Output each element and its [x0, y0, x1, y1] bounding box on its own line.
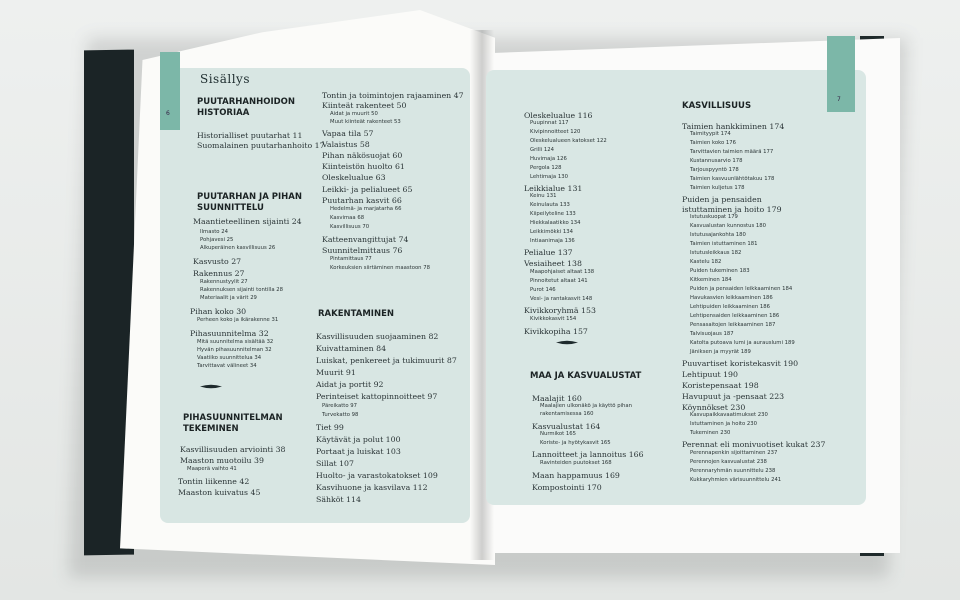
toc-subentry: Intiaanimaja 136 — [530, 238, 575, 244]
toc-subentry: Kukkaryhmien värisuunnittelu 241 — [690, 477, 782, 483]
toc-subentry: Kasvupaikkavaatimukset 230 — [690, 412, 768, 418]
toc-subentry: Tarvittavat välineet 34 — [197, 363, 257, 369]
toc-entry: Havupuut ja -pensaat 223 — [682, 392, 785, 401]
toc-subentry: Kasvillisuus 70 — [330, 224, 370, 230]
toc-entry: Kuivattaminen 84 — [316, 344, 387, 353]
toc-section-heading: SUUNNITTELU — [197, 203, 264, 213]
toc-subentry: Pohjavesi 25 — [200, 237, 234, 243]
toc-subentry: Istutuskuopat 179 — [690, 214, 738, 220]
toc-subentry: Istutusleikkaus 182 — [690, 250, 742, 256]
toc-entry: Vapaa tila 57 — [322, 129, 374, 138]
toc-subentry: Taimien kasvuunlähtötakuu 178 — [690, 176, 775, 182]
toc-entry: Pihan koko 30 — [190, 307, 247, 316]
toc-subentry: Puiden ja pensaiden leikkaaminen 184 — [690, 286, 793, 292]
right-page-tab — [827, 36, 855, 112]
toc-subentry: Rakennuksen sijainti tontilla 28 — [200, 287, 283, 293]
toc-subentry: Keinu 131 — [530, 193, 557, 199]
toc-entry: Taimien hankkiminen 174 — [682, 122, 785, 131]
toc-entry: Leikki- ja pelialueet 65 — [322, 185, 413, 194]
toc-subentry: Kiipeilyteline 133 — [530, 211, 576, 217]
toc-section-heading: PUUTARHANHOIDON — [197, 97, 295, 107]
toc-subentry: rakentamisessa 160 — [540, 411, 594, 417]
toc-subentry: Maaperä vaihto 41 — [187, 466, 237, 472]
toc-subentry: Maapohjaiset altaat 138 — [530, 269, 595, 275]
toc-entry: Kasvualustat 164 — [532, 422, 601, 431]
toc-subentry: Puiden tukeminen 183 — [690, 268, 750, 274]
toc-entry: Käytävät ja polut 100 — [316, 435, 401, 444]
toc-entry: Huolto- ja varastokatokset 109 — [316, 471, 438, 480]
toc-entry: Rakennus 27 — [193, 269, 245, 278]
toc-subentry: Havukasvien leikkaaminen 186 — [690, 295, 773, 301]
toc-entry: Kompostointi 170 — [532, 483, 602, 492]
toc-entry: Sähköt 114 — [316, 495, 361, 504]
right-page-number: 7 — [837, 96, 841, 103]
toc-entry: Perinteiset kattopinnoitteet 97 — [316, 392, 438, 401]
toc-entry: Pihasuunnitelma 32 — [190, 329, 269, 338]
toc-subentry: Lehtimaja 130 — [530, 174, 568, 180]
toc-subentry: Vaatiiko suunnittelua 34 — [197, 355, 262, 361]
toc-entry: Aidat ja portit 92 — [316, 380, 384, 389]
toc-subentry: Perennapenkin sijoittaminen 237 — [690, 450, 778, 456]
toc-section-heading: PUUTARHAN JA PIHAN — [197, 192, 302, 202]
toc-subentry: Purot 146 — [530, 287, 556, 293]
toc-subentry: Hiekkalaatikko 134 — [530, 220, 581, 226]
toc-subentry: Vesi- ja rantakasvit 148 — [530, 296, 593, 302]
toc-entry: Muurit 91 — [316, 368, 356, 377]
toc-subentry: Kivipinnoitteet 120 — [530, 129, 581, 135]
toc-section-heading: RAKENTAMINEN — [318, 309, 395, 319]
toc-subentry: Maalajien ulkonäkö ja käyttö pihan — [540, 403, 633, 409]
toc-subentry: Istutusajankohta 180 — [690, 232, 746, 238]
toc-entry: Maantieteellinen sijainti 24 — [193, 217, 302, 226]
toc-entry: Kiinteät rakenteet 50 — [322, 101, 407, 110]
toc-entry: Maalajit 160 — [532, 394, 582, 403]
toc-subentry: Kastelu 182 — [690, 259, 722, 265]
toc-subentry: Lehtipensaiden leikkaaminen 186 — [690, 313, 780, 319]
toc-entry: Valaistus 58 — [322, 140, 370, 149]
toc-subentry: Päreikatto 97 — [322, 403, 358, 409]
toc-entry: Katteenvangittujat 74 — [322, 235, 409, 244]
toc-section-heading: HISTORIAA — [197, 108, 250, 118]
toc-subentry: Hedelmä- ja marjatarha 66 — [330, 206, 402, 212]
toc-subentry: Kustannusarvio 178 — [690, 158, 743, 164]
toc-entry: Portaat ja luiskat 103 — [316, 447, 401, 456]
toc-entry: Köynnökset 230 — [682, 403, 746, 412]
toc-subentry: Tukeminen 230 — [690, 430, 731, 436]
toc-entry: Kasvusto 27 — [193, 257, 242, 266]
toc-section-heading: PIHASUUNNITELMAN — [183, 413, 283, 423]
toc-subentry: Rakennustyylit 27 — [200, 279, 248, 285]
toc-entry: Kasvillisuuden arviointi 38 — [180, 445, 286, 454]
toc-subentry: Turvekatto 98 — [322, 412, 359, 418]
toc-subentry: Oleskelualueen katokset 122 — [530, 138, 607, 144]
toc-subentry: Katolta putoava lumi ja aurauslumi 189 — [690, 340, 795, 346]
left-page-tab — [160, 52, 180, 130]
toc-subentry: Huvimaja 126 — [530, 156, 567, 162]
toc-entry: Suomalainen puutarhanhoito 17 — [197, 141, 325, 150]
toc-subentry: Kivikkokasvit 154 — [530, 316, 577, 322]
toc-entry: Lehtipuut 190 — [682, 370, 738, 379]
toc-section-heading: KASVILLISUUS — [682, 101, 752, 111]
toc-entry: Koristepensaat 198 — [682, 381, 759, 390]
left-page-number: 6 — [166, 110, 170, 117]
toc-subentry: Nurmikot 165 — [540, 431, 577, 437]
toc-entry: Tiet 99 — [316, 423, 344, 432]
toc-entry: Lannoitteet ja lannoitus 166 — [532, 450, 644, 459]
toc-subentry: Tarjouspyyntö 178 — [690, 167, 739, 173]
toc-subentry: Pergola 128 — [530, 165, 562, 171]
toc-subentry: Taimien koko 176 — [690, 140, 737, 146]
toc-entry: Kivikkopiha 157 — [524, 327, 588, 336]
toc-entry: Historialliset puutarhat 11 — [197, 131, 303, 140]
toc-entry: Puutarhan kasvit 66 — [322, 196, 402, 205]
toc-entry: Puuvartiset koristekasvit 190 — [682, 359, 799, 368]
toc-subentry: Pintamittaus 77 — [330, 256, 372, 262]
toc-entry: Tontin ja toimintojen rajaaminen 47 — [322, 91, 464, 100]
ornament-icon — [556, 340, 578, 345]
toc-entry: Pelialue 137 — [524, 248, 573, 257]
toc-subentry: Tarvittavien taimien määrä 177 — [690, 149, 774, 155]
toc-entry: istuttaminen ja hoito 179 — [682, 205, 782, 214]
toc-entry: Tontin liikenne 42 — [178, 477, 250, 486]
toc-subentry: Koriste- ja hyötykasvit 165 — [540, 440, 611, 446]
toc-subentry: Ilmasto 24 — [200, 229, 228, 235]
toc-entry: Leikkialue 131 — [524, 184, 583, 193]
toc-subentry: Lehtipuiden leikkaaminen 186 — [690, 304, 771, 310]
toc-subentry: Leikkimökki 134 — [530, 229, 573, 235]
toc-section-heading: MAA JA KASVUALUSTAT — [530, 371, 642, 381]
toc-subentry: Perennaryhmän suunnittelu 238 — [690, 468, 776, 474]
toc-subentry: Ravinteiden puutokset 168 — [540, 460, 612, 466]
toc-entry: Pihan näkösuojat 60 — [322, 151, 403, 160]
toc-subentry: Korkeuksien siirtäminen maastoon 78 — [330, 265, 430, 271]
toc-subentry: Muut kiinteät rakenteet 53 — [330, 119, 401, 125]
toc-subentry: Talvisuojaus 187 — [690, 331, 734, 337]
toc-subentry: Kasvualustan kunnostus 180 — [690, 223, 767, 229]
toc-entry: Kivikkoryhmä 153 — [524, 306, 596, 315]
toc-subentry: Taimien istuttaminen 181 — [690, 241, 758, 247]
toc-subentry: Mitä suunnitelma sisältää 32 — [197, 339, 274, 345]
toc-entry: Luiskat, penkereet ja tukimuurit 87 — [316, 356, 457, 365]
toc-subentry: Puupinnat 117 — [530, 120, 569, 126]
toc-subentry: Hyvän pihasuunnitelman 32 — [197, 347, 272, 353]
toc-entry: Maaston muotoilu 39 — [180, 456, 264, 465]
toc-entry: Oleskelualue 116 — [524, 111, 593, 120]
toc-subentry: Taimien kuljetus 178 — [690, 185, 745, 191]
toc-entry: Maan happamuus 169 — [532, 471, 620, 480]
toc-entry: Maaston kuivatus 45 — [178, 488, 261, 497]
toc-subentry: Taimityypit 174 — [690, 131, 731, 137]
toc-subentry: Pinnoitetut altaat 141 — [530, 278, 588, 284]
toc-subentry: Keinulauta 133 — [530, 202, 570, 208]
toc-subentry: Kitkeminen 184 — [690, 277, 732, 283]
toc-entry: Sillat 107 — [316, 459, 354, 468]
toc-entry: Perennat eli monivuotiset kukat 237 — [682, 440, 826, 449]
toc-subentry: Aidat ja muurit 50 — [330, 111, 378, 117]
toc-entry: Suunnitelmittaus 76 — [322, 246, 403, 255]
toc-entry: Kiinteistön huolto 61 — [322, 162, 405, 171]
toc-entry: Vesiaiheet 138 — [524, 259, 582, 268]
toc-subentry: Perheen koko ja ikärakenne 31 — [197, 317, 279, 323]
toc-subentry: Jäniksen ja myyrät 189 — [690, 349, 751, 355]
toc-subentry: Grilli 124 — [530, 147, 554, 153]
ornament-icon — [200, 384, 222, 389]
toc-subentry: Kasvimaa 68 — [330, 215, 365, 221]
toc-subentry: Materiaalit ja värit 29 — [200, 295, 257, 301]
toc-subentry: Istuttaminen ja hoito 230 — [690, 421, 758, 427]
toc-entry: Oleskelualue 63 — [322, 173, 386, 182]
toc-entry: Puiden ja pensaiden — [682, 195, 762, 204]
toc-entry: Kasvihuone ja kasvilava 112 — [316, 483, 428, 492]
toc-heading: Sisällys — [200, 72, 250, 86]
toc-subentry: Alkuperäinen kasvillisuus 26 — [200, 245, 276, 251]
toc-entry: Kasvillisuuden suojaaminen 82 — [316, 332, 439, 341]
toc-subentry: Perennojen kasvualustat 238 — [690, 459, 767, 465]
toc-subentry: Pensasaitojen leikkaaminen 187 — [690, 322, 776, 328]
toc-section-heading: TEKEMINEN — [183, 424, 239, 434]
